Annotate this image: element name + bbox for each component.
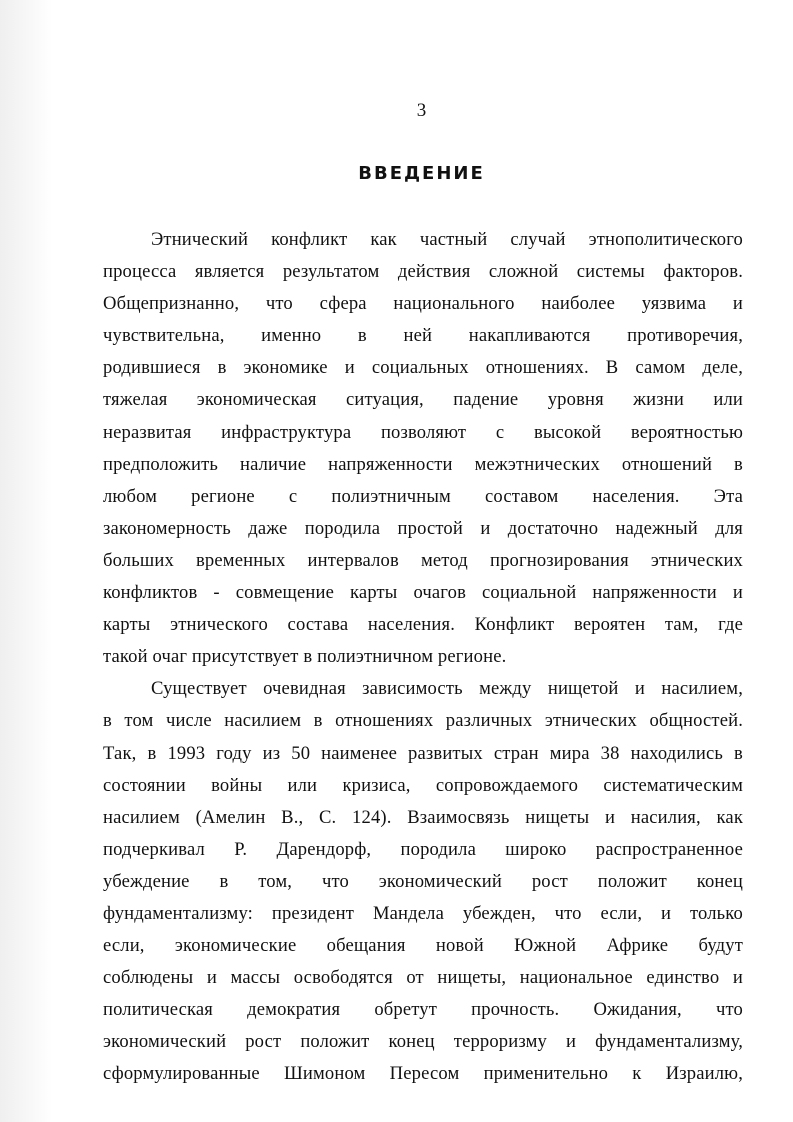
text-line: больших временных интервалов метод прогнозирования этнических xyxy=(103,549,743,571)
section-title: ВВЕДЕНИЕ xyxy=(358,163,485,184)
text-line: Этнический конфликт как частный случай этнополитического xyxy=(151,229,743,250)
text-line: фундаментализму: президент Мандела убежден, что если, и только xyxy=(103,902,743,924)
text-line: Существует очевидная зависимость между нищетой и насилием, xyxy=(151,678,743,700)
text-line: любом регионе с полиэтничным составом населения. Эта xyxy=(103,485,743,507)
text-line: экономический рост положит конец терроризму и фундаментализму, xyxy=(103,1031,743,1053)
body-text xyxy=(103,224,743,1091)
text-line: конфликтов - совмещение карты очагов социальной напряженности и xyxy=(103,582,743,604)
text-line: политическая демократия обретут прочность. Ожидания, что xyxy=(103,999,743,1021)
text-line: подчеркивал Р. Дарендорф, породила широко распространенное xyxy=(103,838,743,860)
paragraph-2 xyxy=(103,673,743,1090)
text-line: закономерность даже породила простой и достаточно надежный для xyxy=(103,517,743,539)
text-line: процесса является результатом действия сложной системы факторов. xyxy=(103,261,743,283)
text-line: сформулированные Шимоном Пересом применительно к Израилю, xyxy=(103,1063,743,1085)
text-line: такой очаг присутствует в полиэтничном регионе. xyxy=(103,646,507,668)
text-line: Общепризнанно, что сфера национального наиболее уязвима и xyxy=(103,293,743,315)
text-line: состоянии войны или кризиса, сопровождаемого систематическим xyxy=(103,774,743,796)
text-line: Так, в 1993 году из 50 наименее развитых стран мира 38 находились в xyxy=(103,742,743,764)
text-line: если, экономические обещания новой Южной Африке будут xyxy=(103,935,743,957)
text-line: карты этнического состава населения. Конфликт вероятен там, где xyxy=(103,614,743,636)
text-line: в том числе насилием в отношениях различных этнических общностей. xyxy=(103,710,743,732)
text-line: родившиеся в экономике и социальных отношениях. В самом деле, xyxy=(103,357,743,379)
text-line: чувствительна, именно в ней накапливаются противоречия, xyxy=(103,325,743,347)
text-line: неразвитая инфраструктура позволяют с высокой вероятностью xyxy=(103,421,743,443)
text-line: соблюдены и массы освободятся от нищеты, национальное единство и xyxy=(103,967,743,989)
text-line: тяжелая экономическая ситуация, падение уровня жизни или xyxy=(103,389,743,411)
paragraph-1 xyxy=(103,224,743,673)
page-number: 3 xyxy=(416,100,427,121)
text-line: предположить наличие напряженности межэтнических отношений в xyxy=(103,453,743,475)
text-line: насилием (Амелин В., С. 124). Взаимосвязь нищеты и насилия, как xyxy=(103,806,743,828)
text-line: убеждение в том, что экономический рост положит конец xyxy=(103,870,743,892)
